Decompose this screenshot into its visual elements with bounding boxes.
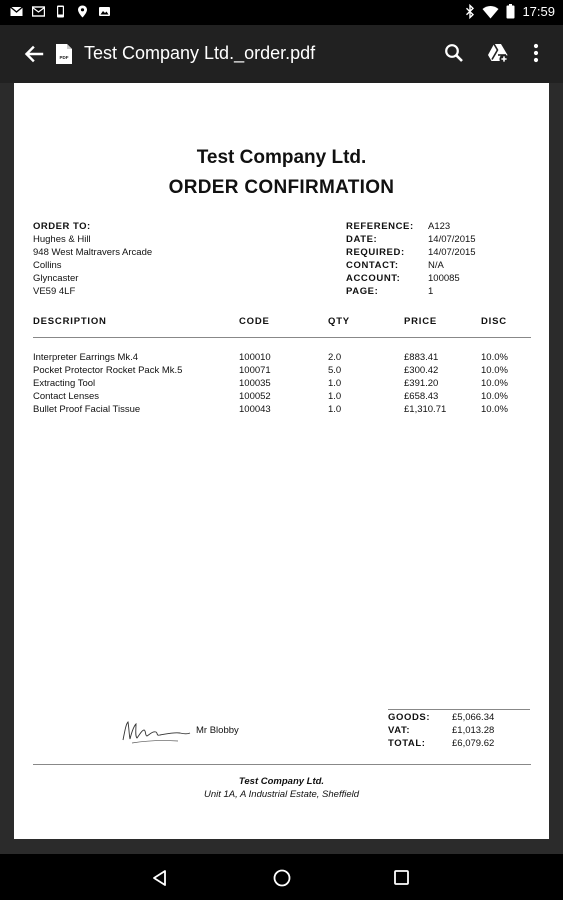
search-icon xyxy=(442,41,466,65)
address-line: VE59 4LF xyxy=(33,286,76,297)
column-header-description: DESCRIPTION xyxy=(33,316,107,327)
column-header-code: CODE xyxy=(239,316,270,327)
nav-home-button[interactable] xyxy=(271,867,293,889)
address-line: Hughes & Hill xyxy=(33,234,91,245)
table-row: Bullet Proof Facial Tissue 100043 1.0 £1,310.71 10.0% xyxy=(33,404,508,415)
pdf-badge: PDF xyxy=(59,55,69,60)
meta-row-required: REQUIRED: 14/07/2015 xyxy=(346,247,476,258)
back-button[interactable] xyxy=(20,40,48,68)
total-row-total: TOTAL: £6,079.62 xyxy=(388,738,495,749)
totals-divider xyxy=(388,709,530,710)
address-line: 948 West Maltravers Arcade xyxy=(33,247,153,258)
wifi-icon xyxy=(482,5,499,19)
address-line: Glyncaster xyxy=(33,273,79,284)
phone-icon xyxy=(54,5,67,18)
google-drive-add-icon xyxy=(486,41,510,65)
totals-block xyxy=(388,711,494,750)
email-icon xyxy=(32,5,45,18)
navigation-bar xyxy=(0,854,563,900)
footer-address: Unit 1A, A Industrial Estate, Sheffield xyxy=(203,789,360,800)
meta-row-contact: CONTACT: N/A xyxy=(346,260,444,271)
circle-home-icon xyxy=(271,867,293,889)
column-header-price: PRICE xyxy=(404,316,438,327)
square-recents-icon xyxy=(392,868,411,887)
table-row: Extracting Tool 100035 1.0 £391.20 10.0% xyxy=(33,378,508,389)
search-button[interactable] xyxy=(442,41,466,65)
footer-divider xyxy=(33,764,531,765)
app-bar xyxy=(0,25,563,83)
column-header-qty: QTY xyxy=(328,316,350,327)
bluetooth-icon xyxy=(465,4,475,19)
gmail-icon xyxy=(10,5,23,18)
pdf-page[interactable] xyxy=(14,83,549,839)
photo-icon xyxy=(98,5,111,18)
signer-name: Mr Blobby xyxy=(196,725,239,736)
triangle-back-icon xyxy=(150,868,170,888)
clock: 17:59 xyxy=(522,4,555,19)
nav-back-button[interactable] xyxy=(150,868,170,888)
system-icons xyxy=(465,4,555,19)
address-line: Collins xyxy=(33,260,62,271)
location-icon xyxy=(76,5,89,18)
company-name: Test Company Ltd. xyxy=(196,147,367,168)
meta-row-reference: REFERENCE: A123 xyxy=(346,221,451,232)
order-meta xyxy=(346,220,476,298)
order-to-label: ORDER TO: xyxy=(33,221,91,232)
order-to-block xyxy=(33,220,152,298)
order-confirmation-heading: ORDER CONFIRMATION xyxy=(168,177,395,198)
table-row: Pocket Protector Rocket Pack Mk.5 100071 5.0 £300.42 10.0% xyxy=(33,365,508,376)
more-vert-icon xyxy=(526,41,546,65)
table-row: Interpreter Earrings Mk.4 100010 2.0 £883.41 10.0% xyxy=(33,352,508,363)
signature-image xyxy=(120,716,192,746)
line-items xyxy=(14,352,549,417)
battery-icon xyxy=(506,4,515,19)
footer-company-name: Test Company Ltd. xyxy=(238,776,325,787)
meta-row-page: PAGE: 1 xyxy=(346,286,434,297)
notification-icons xyxy=(10,5,111,18)
document-title: Test Company Ltd._order.pdf xyxy=(84,43,316,63)
total-row-goods: GOODS: £5,066.34 xyxy=(388,712,495,723)
total-row-vat: VAT: £1,013.28 xyxy=(388,725,495,736)
nav-recents-button[interactable] xyxy=(392,868,411,887)
meta-row-account: ACCOUNT: 100085 xyxy=(346,273,460,284)
status-bar xyxy=(0,0,563,25)
header-divider xyxy=(33,337,531,338)
arrow-back-icon xyxy=(20,40,48,68)
pdf-file-icon xyxy=(56,44,72,64)
more-options-button[interactable] xyxy=(526,41,546,65)
table-row: Contact Lenses 100052 1.0 £658.43 10.0% xyxy=(33,391,508,402)
column-header-disc: DISC xyxy=(481,316,507,327)
add-to-drive-button[interactable] xyxy=(486,41,510,65)
meta-row-date: DATE: 14/07/2015 xyxy=(346,234,476,245)
